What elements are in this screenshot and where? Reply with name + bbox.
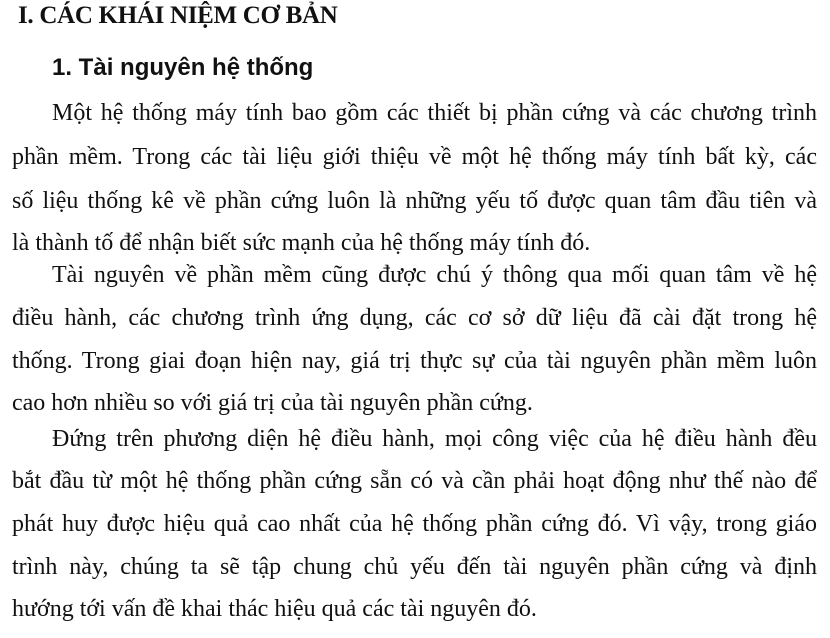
paragraph-line: là thành tố để nhận biết sức mạnh của hệ thống máy tính đó. (12, 230, 591, 256)
paragraph-line: cao hơn nhiều so với giá trị của tài nguyên phần cứng. (12, 390, 533, 416)
paragraph-line: bắt đầu từ một hệ thống phần cứng sẵn có và cần phải hoạt động như thế nào để (12, 468, 817, 494)
section-title: I. CÁC KHÁI NIỆM CƠ BẢN (18, 2, 338, 29)
paragraph-line: hướng tới vấn đề khai thác hiệu quả các tài nguyên đó. (12, 596, 537, 622)
paragraph-line: Tài nguyên về phần mềm cũng được chú ý thông qua mối quan tâm về hệ (52, 262, 817, 288)
paragraph-line: thống. Trong giai đoạn hiện nay, giá trị thực sự của tài nguyên phần mềm luôn (12, 348, 817, 374)
subsection-title: 1. Tài nguyên hệ thống (52, 54, 314, 81)
paragraph-line: Đứng trên phương diện hệ điều hành, mọi công việc của hệ điều hành đều (52, 426, 817, 452)
paragraph-line: Một hệ thống máy tính bao gồm các thiết bị phần cứng và các chương trình (52, 100, 817, 126)
paragraph-line: điều hành, các chương trình ứng dụng, các cơ sở dữ liệu đã cài đặt trong hệ (12, 305, 817, 331)
paragraph-line: trình này, chúng ta sẽ tập chung chủ yếu đến tài nguyên phần cứng và định (12, 554, 817, 580)
paragraph-line: phát huy được hiệu quả cao nhất của hệ thống phần cứng đó. Vì vậy, trong giáo (12, 511, 817, 537)
paragraph-line: số liệu thống kê về phần cứng luôn là những yếu tố được quan tâm đầu tiên và (12, 188, 817, 214)
paragraph-line: phần mềm. Trong các tài liệu giới thiệu về một hệ thống máy tính bất kỳ, các (12, 144, 817, 170)
